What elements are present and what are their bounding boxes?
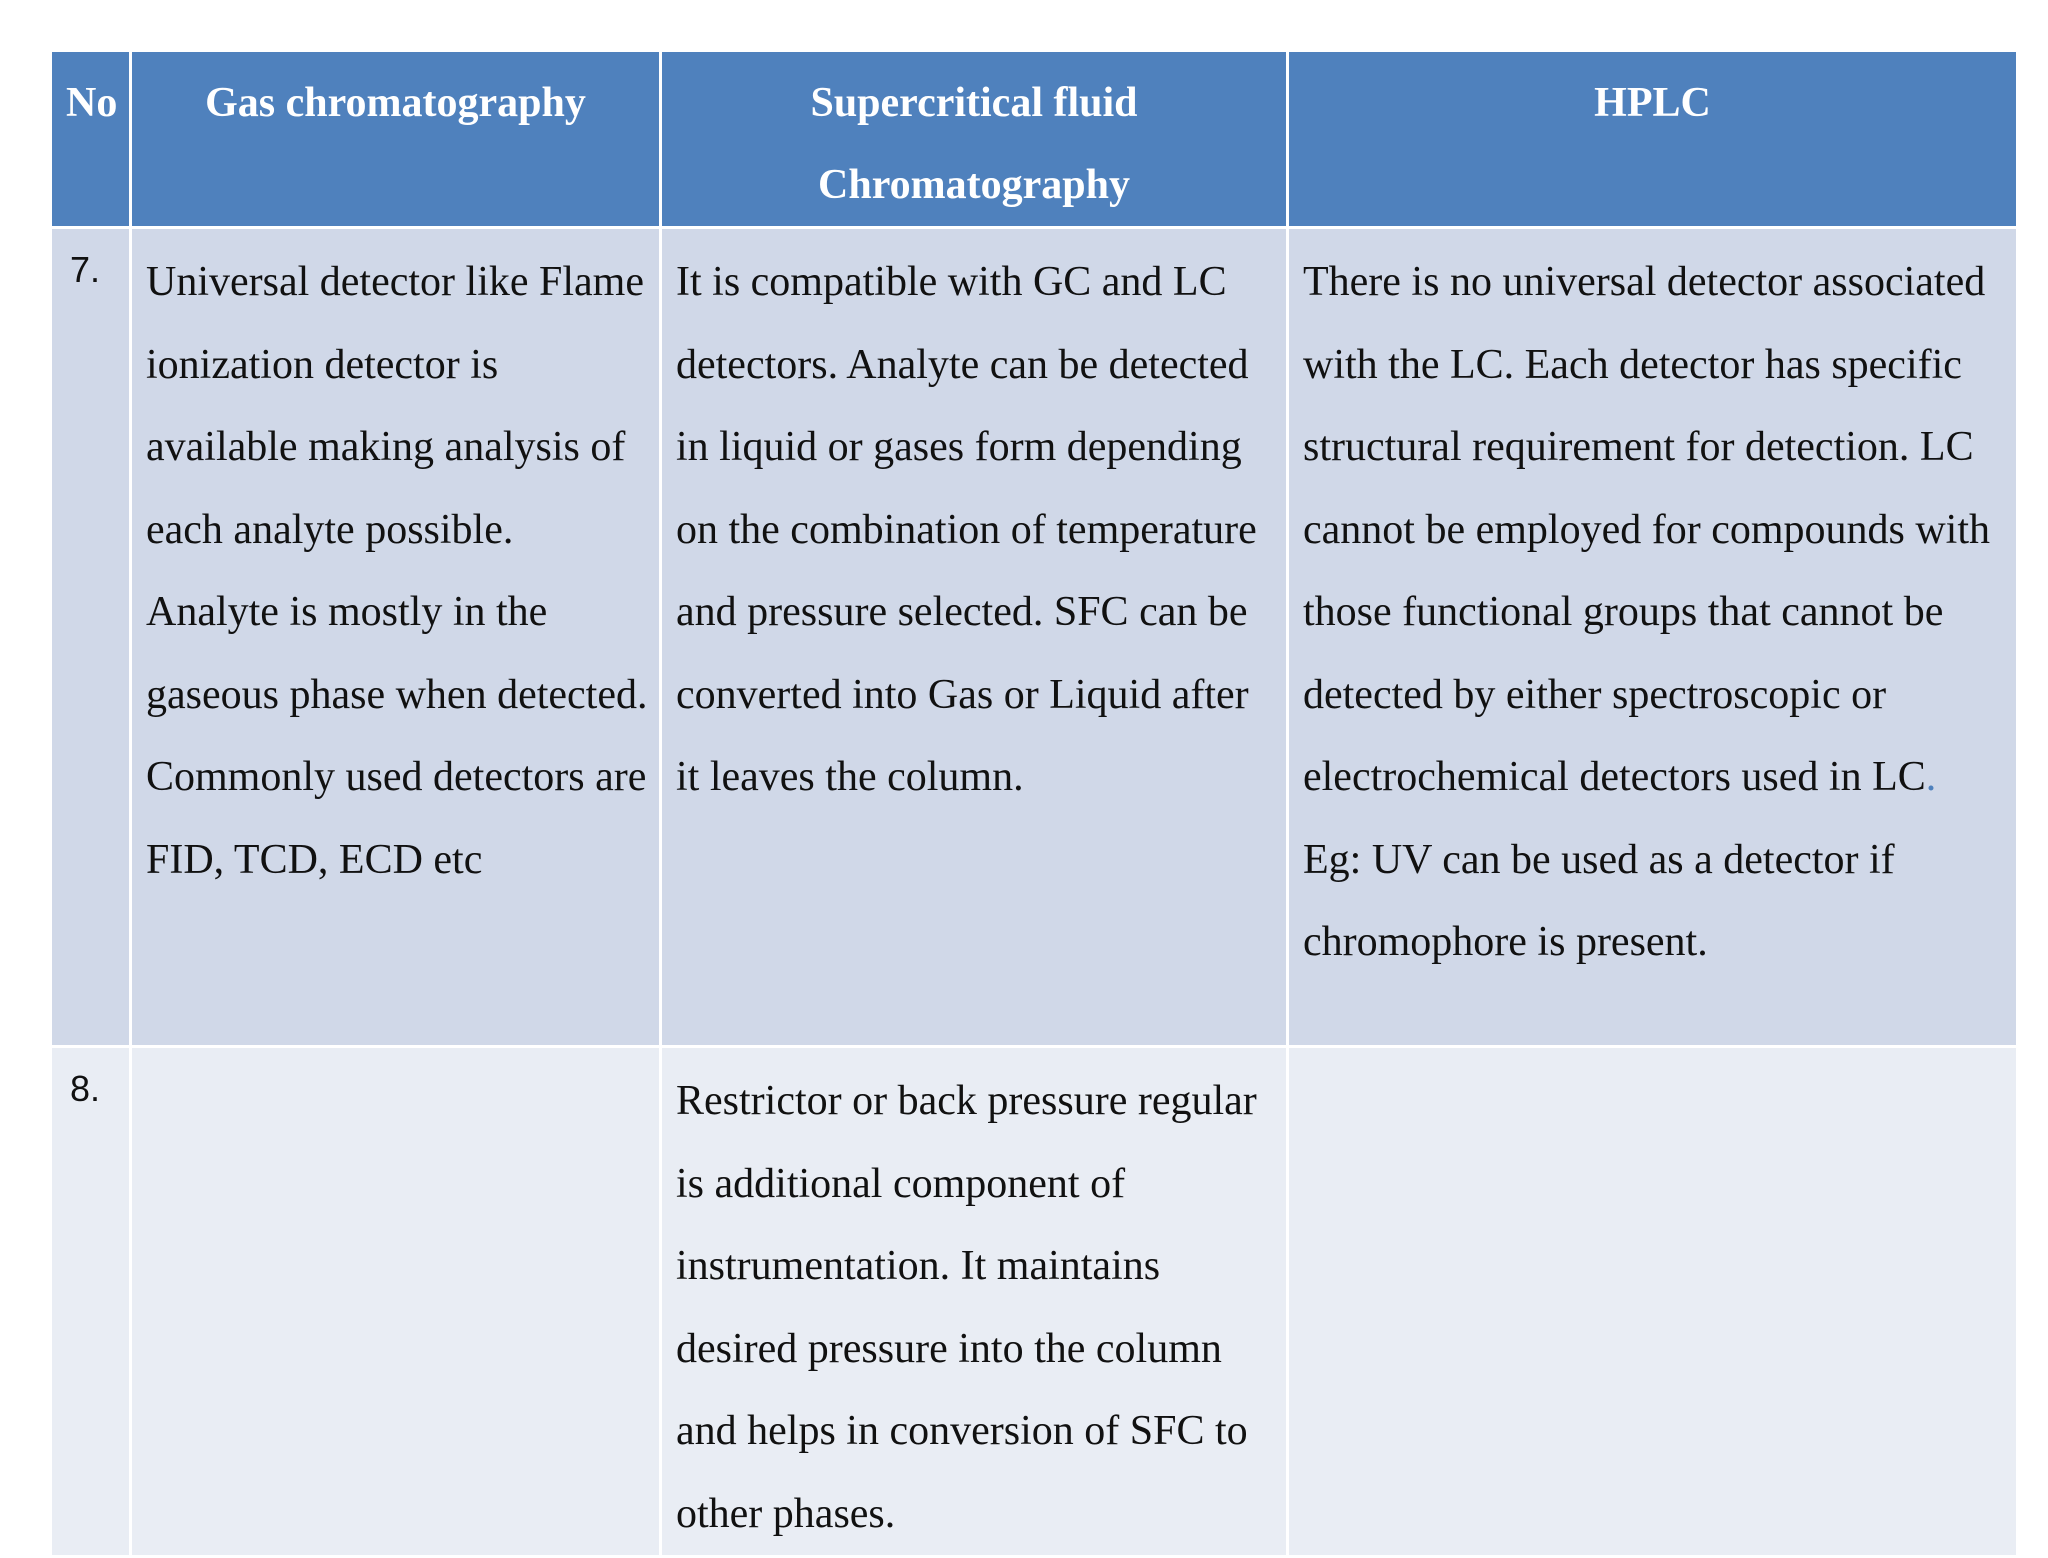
gc-text xyxy=(132,1048,659,1060)
header-no: No xyxy=(51,51,131,228)
sfc-text: Restrictor or back pressure regular is additional component of instrumentation. It maintains desired pressure into the column and helps in conversion of SFC to other phases. xyxy=(676,1078,1257,1537)
hplc-cell xyxy=(1288,1047,2018,1557)
table-row xyxy=(51,1047,2018,1557)
row-number-cell xyxy=(51,228,131,1047)
gc-cell xyxy=(131,1047,661,1557)
header-hplc: HPLC xyxy=(1288,51,2018,228)
table-row xyxy=(51,228,2018,1047)
comparison-table xyxy=(49,49,2019,1558)
sfc-cell xyxy=(661,228,1288,1047)
sfc-text: It is compatible with GC and LC detectors. Analyte can be detected in liquid or gases form depending on the combination of temperature and pressure selected. SFC can be converted into Gas or Liquid after it leaves the column. xyxy=(676,259,1257,800)
header-gas-chromatography: Gas chromatography xyxy=(131,51,661,228)
row-number: 8. xyxy=(70,1068,101,1109)
header-supercritical-fluid-chromatography: Supercritical fluid Chromatography xyxy=(661,51,1288,228)
gc-common-detectors-text: Commonly used detectors are FID, TCD, ECD etc xyxy=(146,754,647,883)
hplc-text xyxy=(1289,229,2016,984)
gc-cell xyxy=(131,228,661,1047)
hplc-text xyxy=(1289,1048,2016,1060)
gc-detector-text: Universal detector like Flame ionization detector is available making analysis of each analyte possible. Analyte is mostly in the gaseous phase when detected. xyxy=(146,259,648,718)
row-number: 7. xyxy=(70,249,101,290)
sfc-cell xyxy=(661,1047,1288,1557)
row-number-cell xyxy=(51,1047,131,1557)
header-row xyxy=(51,51,2018,228)
hplc-example-text: Eg: UV can be used as a detector if chromophore is present. xyxy=(1303,836,1895,965)
hplc-trailing-period: . xyxy=(1925,754,1937,800)
hplc-cell xyxy=(1288,228,2018,1047)
hplc-detector-text: There is no universal detector associated with the LC. Each detector has specific structural requirement for detection. LC cannot be employed for compounds with those functional groups that cannot be detected by either spectroscopic or electrochemical detectors used in LC xyxy=(1303,259,1991,800)
gc-text xyxy=(132,229,659,901)
